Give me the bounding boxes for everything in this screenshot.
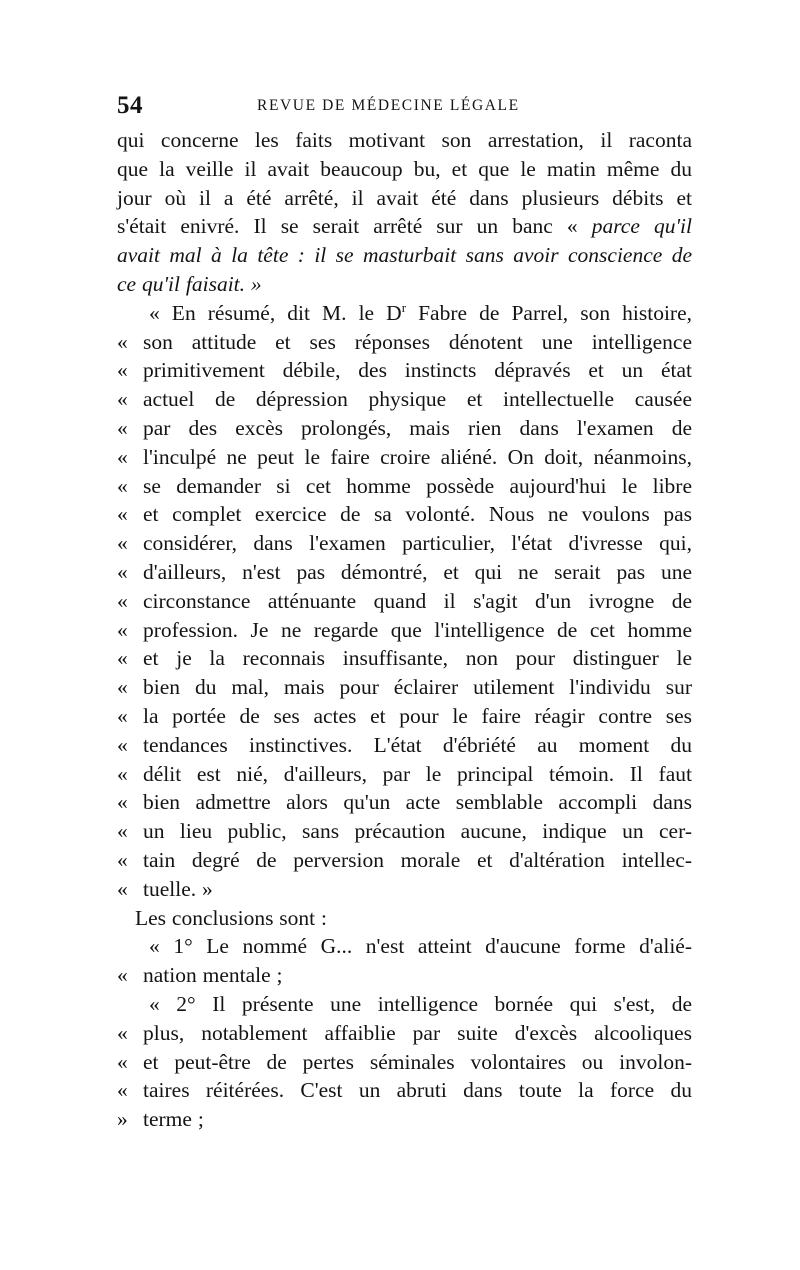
quote-mark: » bbox=[117, 1107, 128, 1132]
text-fragment: profession. Je ne regarde que l'intelligence de cet homme bbox=[143, 617, 692, 642]
quoted-line bbox=[117, 644, 692, 673]
text-fragment: tendances instinctives. L'état d'ébriété au moment du bbox=[143, 732, 692, 757]
text-line: jour où il a été arrêté, il avait été dans plusieurs débits et bbox=[117, 185, 692, 210]
text-fragment: délit est nié, d'ailleurs, par le principal témoin. Il faut bbox=[143, 761, 692, 786]
text-fragment: et complet exercice de sa volonté. Nous ne voulons pas bbox=[143, 502, 692, 527]
quoted-line bbox=[117, 702, 692, 731]
text-line-italic: ce qu'il faisait. » bbox=[117, 271, 262, 296]
text-line: « 2° Il présente une intelligence bornée qui s'est, de bbox=[149, 991, 692, 1016]
quote-mark: « bbox=[117, 703, 128, 728]
text-fragment: Fabre de Parrel, son histoire, bbox=[406, 300, 693, 325]
text-line bbox=[117, 212, 692, 241]
quoted-line bbox=[117, 846, 692, 875]
text-fragment: bien admettre alors qu'un acte semblable accompli dans bbox=[143, 790, 692, 815]
quote-mark: « bbox=[117, 847, 128, 872]
text-line: Les conclusions sont : bbox=[135, 905, 327, 930]
quoted-line bbox=[117, 1019, 692, 1048]
quoted-line bbox=[117, 443, 692, 472]
text-fragment: plus, notablement affaiblie par suite d'excès alcooliques bbox=[143, 1020, 692, 1045]
text-fragment: son attitude et ses réponses dénotent une intelligence bbox=[143, 329, 692, 354]
text-fragment: l'inculpé ne peut le faire croire aliéné. On doit, néanmoins, bbox=[143, 444, 692, 469]
quoted-line bbox=[117, 731, 692, 760]
text-fragment: taires réitérées. C'est un abruti dans toute la force du bbox=[143, 1078, 692, 1103]
quote-mark: « bbox=[117, 761, 128, 786]
text-fragment: terme ; bbox=[143, 1107, 204, 1132]
quote-mark: « bbox=[117, 790, 128, 815]
quote-mark: « bbox=[117, 1049, 128, 1074]
text-fragment: tuelle. » bbox=[143, 876, 213, 901]
quoted-line bbox=[117, 1076, 692, 1105]
quoted-line bbox=[117, 356, 692, 385]
quote-mark: « bbox=[117, 531, 128, 556]
quote-mark: « bbox=[117, 444, 128, 469]
text-line: qui concerne les faits motivant son arrestation, il raconta bbox=[117, 128, 692, 152]
text-fragment: se demander si cet homme possède aujourd'hui le libre bbox=[143, 473, 692, 498]
text-fragment: nation mentale ; bbox=[143, 963, 283, 988]
quoted-line bbox=[117, 558, 692, 587]
text-fragment: et je la reconnais insuffisante, non pour distinguer le bbox=[143, 646, 692, 671]
quoted-line bbox=[117, 414, 692, 443]
quote-mark: « bbox=[117, 1020, 128, 1045]
quoted-line bbox=[117, 1105, 692, 1134]
running-head: REVUE DE MÉDECINE LÉGALE bbox=[257, 97, 520, 114]
quoted-line bbox=[117, 529, 692, 558]
text-fragment: la portée de ses actes et pour le faire réagir contre ses bbox=[143, 703, 692, 728]
text-fragment: considérer, dans l'examen particulier, l'état d'ivresse qui, bbox=[143, 531, 692, 556]
quote-mark: « bbox=[117, 732, 128, 757]
quote-mark: « bbox=[117, 963, 128, 988]
text-fragment: et peut-être de pertes séminales volontaires ou involon- bbox=[143, 1049, 692, 1074]
quote-mark: « bbox=[117, 617, 128, 642]
superscript: r bbox=[401, 299, 407, 315]
quote-mark: « bbox=[117, 387, 128, 412]
quoted-line bbox=[117, 385, 692, 414]
quote-mark: « bbox=[117, 502, 128, 527]
quote-mark: « bbox=[117, 675, 128, 700]
quoted-line bbox=[117, 961, 692, 990]
quoted-line bbox=[117, 1048, 692, 1077]
text-line: « 1° Le nommé G... n'est atteint d'aucune forme d'alié- bbox=[149, 934, 692, 959]
quote-mark: « bbox=[117, 646, 128, 671]
quoted-line bbox=[117, 500, 692, 529]
text-fragment: d'ailleurs, n'est pas démontré, et qui ne serait pas une bbox=[143, 559, 692, 584]
text-fragment: primitivement débile, des instincts dépravés et un état bbox=[143, 358, 692, 383]
text-fragment: un lieu public, sans précaution aucune, indique un cer- bbox=[143, 819, 692, 844]
text-line bbox=[117, 299, 692, 328]
text-fragment: par des excès prolongés, mais rien dans l'examen de bbox=[143, 415, 692, 440]
quote-mark: « bbox=[117, 358, 128, 383]
quoted-line bbox=[117, 817, 692, 846]
body-text bbox=[117, 126, 692, 1134]
text-fragment: « En résumé, dit M. le D bbox=[149, 300, 402, 325]
text-fragment: bien du mal, mais pour éclairer utilement l'individu sur bbox=[143, 675, 692, 700]
quote-mark: « bbox=[117, 329, 128, 354]
quoted-line bbox=[117, 472, 692, 501]
text-fragment: actuel de dépression physique et intellectuelle causée bbox=[143, 387, 692, 412]
page-header bbox=[117, 92, 692, 124]
quoted-line bbox=[117, 673, 692, 702]
quoted-line bbox=[117, 328, 692, 357]
italic-fragment: parce qu'il bbox=[591, 214, 692, 239]
quote-mark: « bbox=[117, 473, 128, 498]
quote-mark: « bbox=[117, 415, 128, 440]
quoted-line bbox=[117, 616, 692, 645]
quote-mark: « bbox=[117, 559, 128, 584]
quote-mark: « bbox=[117, 1078, 128, 1103]
quoted-line bbox=[117, 875, 692, 904]
quote-mark: « bbox=[117, 588, 128, 613]
quote-mark: « bbox=[117, 819, 128, 844]
text-line-italic: avait mal à la tête : il se masturbait sans avoir conscience de bbox=[117, 243, 692, 268]
quoted-line bbox=[117, 788, 692, 817]
text-fragment: tain degré de perversion morale et d'altération intellec- bbox=[143, 847, 692, 872]
text-fragment: circonstance atténuante quand il s'agit d'un ivrogne de bbox=[143, 588, 692, 613]
page-number: 54 bbox=[117, 92, 143, 119]
quoted-line bbox=[117, 587, 692, 616]
quoted-line bbox=[117, 760, 692, 789]
text-line: que la veille il avait beaucoup bu, et que le matin même du bbox=[117, 156, 692, 181]
text-fragment: s'était enivré. Il se serait arrêté sur un banc « bbox=[117, 214, 592, 239]
quote-mark: « bbox=[117, 876, 128, 901]
